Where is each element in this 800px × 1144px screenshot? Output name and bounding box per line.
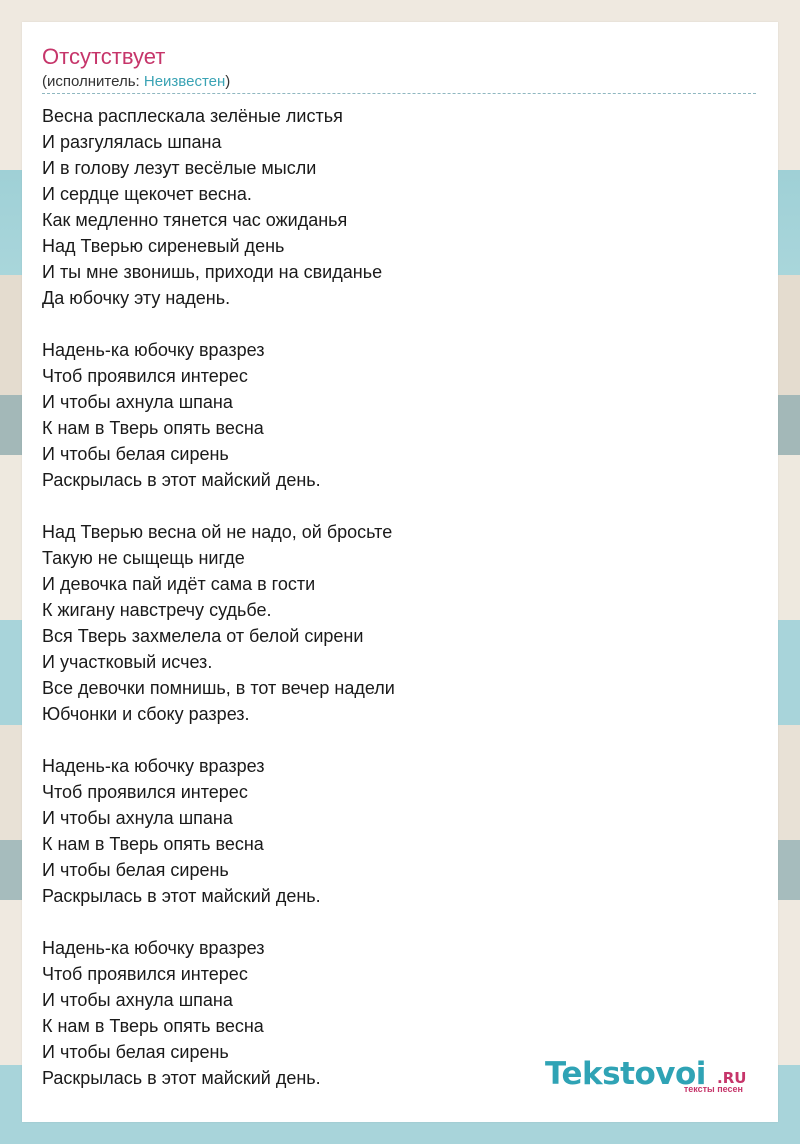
lyric-line: К нам в Тверь опять весна xyxy=(42,418,264,438)
lyric-line: И сердце щекочет весна. xyxy=(42,184,252,204)
lyric-line: И разгулялась шпана xyxy=(42,132,222,152)
logo-text: Tekstovoi xyxy=(545,1056,706,1092)
lyric-line: Юбчонки и сбоку разрез. xyxy=(42,704,250,724)
site-logo[interactable] xyxy=(545,1056,755,1096)
lyric-line: И девочка пай идёт сама в гости xyxy=(42,574,316,594)
lyric-line: И в голову лезут весёлые мысли xyxy=(42,158,317,178)
stanza-gap xyxy=(42,493,742,519)
lyric-line: Надень-ка юбочку вразрез xyxy=(42,340,265,360)
lyric-line: К нам в Тверь опять весна xyxy=(42,1016,264,1036)
stanza-gap xyxy=(42,727,742,753)
lyric-line: К нам в Тверь опять весна xyxy=(42,834,264,854)
lyric-line: Раскрылась в этот майский день. xyxy=(42,470,321,490)
lyric-line: Вся Тверь захмелела от белой сирени xyxy=(42,626,364,646)
lyric-line: Как медленно тянется час ожиданья xyxy=(42,210,348,230)
lyric-line: И чтобы ахнула шпана xyxy=(42,808,233,828)
lyric-line: И чтобы ахнула шпана xyxy=(42,392,233,412)
logo-tagline: тексты песен xyxy=(683,1084,743,1094)
lyric-line: Чтоб проявился интерес xyxy=(42,964,248,984)
lyric-line: Да юбочку эту надень. xyxy=(42,288,231,308)
lyric-line: Раскрылась в этот майский день. xyxy=(42,1068,321,1088)
lyrics-card xyxy=(22,22,778,1122)
lyric-line: Надень-ка юбочку вразрез xyxy=(42,756,265,776)
logo-domain: .RU xyxy=(717,1069,747,1087)
artist-prefix: (исполнитель: xyxy=(42,73,144,90)
lyric-line: И чтобы белая сирень xyxy=(42,444,229,464)
lyric-line: К жигану навстречу судьбе. xyxy=(42,600,272,620)
artist-link[interactable]: Неизвестен xyxy=(143,73,226,90)
stanza-gap xyxy=(42,909,742,935)
lyric-line: Надень-ка юбочку вразрез xyxy=(42,938,265,958)
lyric-line: И чтобы белая сирень xyxy=(42,1042,229,1062)
lyric-line: Над Тверью весна ой не надо, ой бросьте xyxy=(42,522,393,542)
lyrics-body xyxy=(42,103,742,1091)
lyric-line: И чтобы белая сирень xyxy=(42,860,229,880)
lyric-line: Чтоб проявился интерес xyxy=(42,366,248,386)
lyric-line: Над Тверью сиреневый день xyxy=(42,236,285,256)
stanza-gap xyxy=(42,311,742,337)
lyric-line: Такую не сыщещь нигде xyxy=(42,548,245,568)
title-divider xyxy=(42,93,756,94)
lyric-line: И ты мне звонишь, приходи на свиданье xyxy=(42,262,383,282)
lyric-line: Раскрылась в этот майский день. xyxy=(42,886,321,906)
artist-line xyxy=(42,72,230,92)
lyric-line: Все девочки помнишь, в тот вечер надели xyxy=(42,678,395,698)
lyric-line: И участковый исчез. xyxy=(42,652,213,672)
artist-suffix: ) xyxy=(225,73,231,90)
song-title: Отсутствует xyxy=(42,44,166,69)
lyric-line: Чтоб проявился интерес xyxy=(42,782,248,802)
lyric-line: Весна расплескала зелёные листья xyxy=(42,106,343,126)
lyric-line: И чтобы ахнула шпана xyxy=(42,990,233,1010)
